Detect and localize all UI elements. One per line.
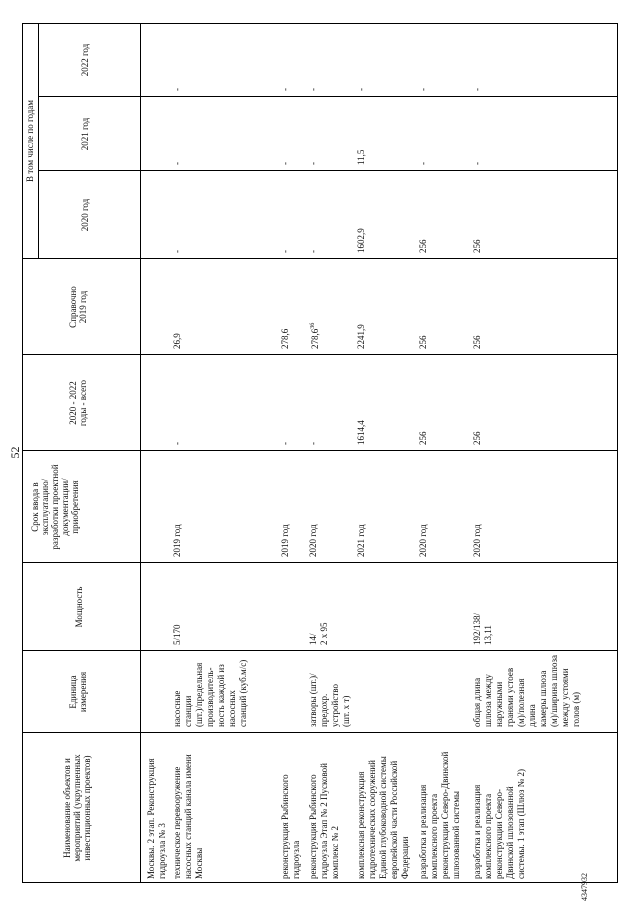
table-cell: - bbox=[280, 442, 290, 445]
table-cell: 2019 год bbox=[172, 524, 182, 557]
header-total: 2020 - 2022 годы - всего bbox=[68, 379, 88, 427]
table-row-name: разработка и реализация комплексного проекта реконструкции Северо- Двинской шлюзованной системы. 1 этап (Шлюз № 2) bbox=[472, 768, 526, 879]
col-sep-6 bbox=[22, 258, 618, 259]
header-2021: 2021 год bbox=[80, 117, 90, 151]
table-cell: - bbox=[356, 88, 366, 91]
col-sep-2 bbox=[22, 650, 618, 651]
footnote-marker: 3б bbox=[310, 322, 316, 329]
subheader-line bbox=[38, 23, 39, 259]
page-number: 52 bbox=[8, 446, 22, 459]
table-row-name: Москвы. 2 этап. Реконструкция гидроузла № 3 bbox=[146, 758, 167, 879]
table-cell: 26,9 bbox=[172, 333, 182, 349]
investment-table bbox=[22, 23, 618, 883]
table-cell: - bbox=[172, 162, 182, 165]
table-row-name: комплексная реконструкция гидротехнических сооружений Единой глубоководной системы европейской части Российской Федерации bbox=[356, 756, 410, 879]
table-cell: - bbox=[472, 88, 482, 91]
table-row-name: техническое перевооружение насосных станций канала имени Москвы bbox=[172, 754, 204, 879]
table-cell: 256 bbox=[418, 239, 428, 253]
table-cell: $278,6^{3б}$ bbox=[310, 322, 320, 349]
col-sep-5 bbox=[22, 354, 618, 355]
table-cell: - bbox=[308, 88, 318, 91]
col-sep-8 bbox=[38, 96, 618, 97]
table-cell: 2019 год bbox=[280, 524, 290, 557]
table-cell: 5/170 bbox=[172, 624, 182, 645]
header-capacity: Мощность bbox=[74, 586, 84, 628]
header-bottom-line bbox=[140, 23, 141, 883]
table-cell: 2020 год bbox=[472, 524, 482, 557]
table-cell: 2020 год bbox=[308, 524, 318, 557]
table-cell: - bbox=[472, 162, 482, 165]
table-cell: 2241,9 bbox=[356, 324, 366, 349]
table-cell: 278,6 bbox=[280, 328, 290, 349]
table-cell: - bbox=[308, 162, 318, 165]
table-cell: 256 bbox=[472, 431, 482, 445]
table-cell: насосные станции (шт.)/предельная производитель- ность каждой из насосных станций (куб.м/с) bbox=[172, 659, 248, 727]
col-sep-3 bbox=[22, 562, 618, 563]
table-cell: 256 bbox=[472, 239, 482, 253]
document-id: 4347932 bbox=[580, 873, 589, 901]
table-row-name: реконструкция Рыбинского гидроузла bbox=[280, 774, 301, 879]
table-row-name: разработка и реализация комплексного проекта реконструкции Северо-Двинской шлюзованной системы bbox=[418, 751, 461, 879]
col-sep-4 bbox=[22, 450, 618, 451]
table-cell: затворы (шт.)/ предохр. устройство (шт. х т) bbox=[308, 673, 351, 727]
table-cell: - bbox=[418, 88, 428, 91]
table-cell: - bbox=[308, 250, 318, 253]
header-2022: 2022 год bbox=[80, 43, 90, 77]
header-ref2019: Справочно 2019 год bbox=[68, 286, 88, 328]
table-cell: - bbox=[418, 162, 428, 165]
col-sep-1 bbox=[22, 732, 618, 733]
header-name: Наименование объектов и мероприятий (укрупненных инвестиционных проектов) bbox=[62, 754, 92, 862]
table-cell: 256 bbox=[418, 335, 428, 349]
table-cell: - bbox=[172, 250, 182, 253]
table-cell: 192/138/ 13,11 bbox=[472, 612, 493, 645]
table-cell: 1614,4 bbox=[356, 420, 366, 445]
table-cell: - bbox=[280, 162, 290, 165]
table-cell: - bbox=[172, 88, 182, 91]
table-cell: 2021 год bbox=[356, 524, 366, 557]
table-cell: 14/ 2 х 95 bbox=[308, 622, 329, 645]
table-cell: 11,5 bbox=[356, 149, 366, 165]
table-cell: 2020 год bbox=[418, 524, 428, 557]
header-2020: 2020 год bbox=[80, 198, 90, 232]
table-cell: 256 bbox=[418, 431, 428, 445]
table-cell: - bbox=[172, 442, 182, 445]
header-unit: Единица измерения bbox=[68, 671, 88, 713]
table-row-name: реконструкция Рыбинского гидроузла Этап № 2 Пусковой комплекс № 2 bbox=[308, 763, 340, 879]
table-cell: - bbox=[280, 250, 290, 253]
table-cell: 1602,9 bbox=[356, 228, 366, 253]
col-sep-7 bbox=[38, 170, 618, 171]
header-deadline: Срок ввода в эксплуатацию/ разработки проектной документации/ приобретения bbox=[30, 464, 80, 550]
header-by-years: В том числе по годам bbox=[25, 100, 35, 182]
table-cell: - bbox=[280, 88, 290, 91]
table-cell: общая длина шлюза между наружными гранями устоев (м)/полезная длина камеры шлюза (м)/ширина шлюза между устоями голов (м) bbox=[472, 654, 581, 727]
table-cell: - bbox=[308, 442, 318, 445]
table-cell: 256 bbox=[472, 335, 482, 349]
